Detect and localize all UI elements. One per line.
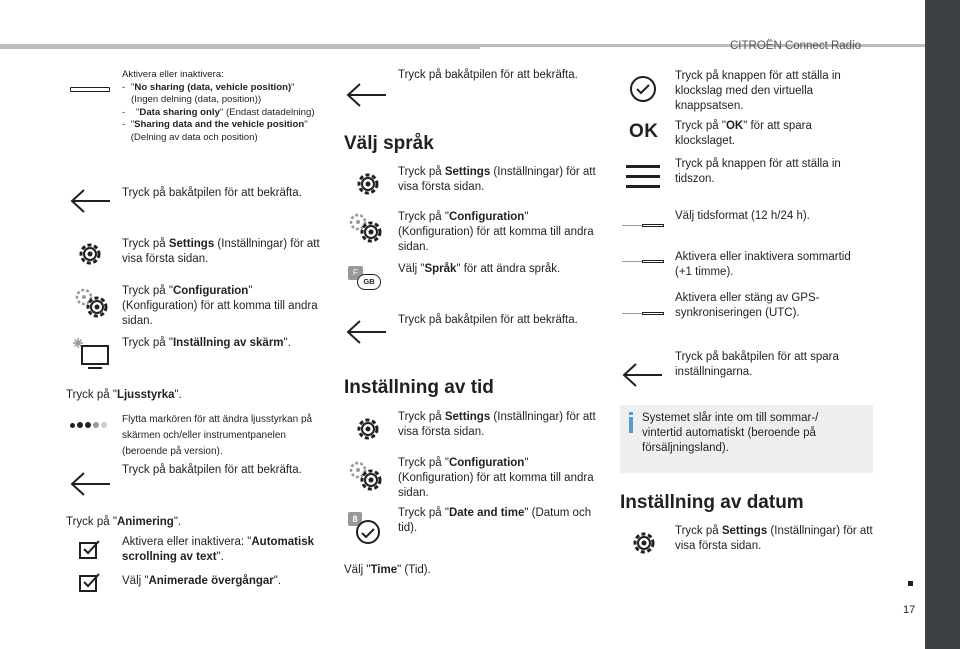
back-confirm-text-2: Tryck på bakåtpilen för att bekräfta. (122, 464, 302, 476)
ok-icon: OK (629, 121, 659, 142)
info-icon (629, 417, 633, 433)
back-arrow-icon (68, 471, 112, 497)
flag-f-badge: F (348, 266, 363, 280)
back-arrow-icon (620, 362, 664, 388)
back-arrow-icon (344, 82, 388, 108)
sharing-option-3: - "Sharing data and the vehicle position" (Delning av data och position) (122, 119, 308, 143)
summer-time-text: Aktivera eller inaktivera sommartid (+1 timme). (675, 251, 851, 278)
info-text: Systemet slår inte om till sommar-/ vintertid automatiskt (beroende på försäljningsland). (642, 412, 819, 454)
brightness-text: Tryck på "Ljusstyrka". (66, 389, 182, 401)
brand-title: CITROËN Connect Radio (730, 40, 862, 52)
back-arrow-icon (344, 319, 388, 345)
date-time-text: Tryck på "Date and time" (Datum och tid). (398, 507, 592, 534)
settings-text-1: Tryck på Settings (Inställningar) för att visa första sidan. (122, 238, 320, 265)
screen-brightness-icon (70, 336, 112, 370)
slider-instruction: Flytta markören för att ändra ljusstyrkan på skärmen och/eller instrumentpanelen (beroende på version). (122, 414, 313, 457)
toggle-bar-icon (70, 87, 110, 92)
date-badge: 8 (348, 512, 362, 526)
double-gear-icon (346, 458, 386, 494)
brightness-slider-icon (70, 421, 110, 429)
back-confirm-text-3: Tryck på bakåtpilen för att bekräfta. (398, 69, 578, 81)
animation-text: Tryck på "Animering". (66, 516, 182, 528)
sharing-option-1: - "No sharing (data, vehicle position)" (Ingen delning (data, position)) (122, 81, 295, 105)
double-gear-icon (346, 210, 386, 246)
timezone-text: Tryck på knappen för att ställa in tidszon. (675, 158, 841, 185)
time-choose-text: Välj "Time" (Tid). (344, 564, 431, 576)
heading-language: Välj språk (344, 133, 434, 154)
language-flag-icon (348, 266, 384, 292)
checkbox-icon (79, 572, 101, 592)
page-number: 17 (903, 604, 916, 616)
flag-gb-badge: GB (357, 274, 381, 290)
gear-icon (76, 240, 104, 268)
gear-icon (630, 529, 658, 557)
clock-set-text: Tryck på knappen för att ställa in klockslag med den virtuella knappsatsen. (675, 70, 841, 112)
check-circle-icon (628, 74, 658, 104)
toggle-line-icon (622, 224, 664, 228)
settings-text-4: Tryck på Settings (Inställningar) för att visa första sidan. (675, 525, 873, 552)
sharing-intro: Aktivera eller inaktivera: (122, 69, 224, 80)
configuration-text-2: Tryck på "Configuration" (Konfiguration) för att komma till andra sidan. (398, 211, 594, 253)
side-tab (925, 0, 960, 649)
heading-date: Inställning av datum (620, 492, 804, 513)
settings-text-3: Tryck på Settings (Inställningar) för att visa första sidan. (398, 411, 596, 438)
gear-icon (354, 415, 382, 443)
gear-icon (354, 170, 382, 198)
back-confirm-text-1: Tryck på bakåtpilen för att bekräfta. (122, 187, 302, 199)
checkbox-icon (79, 539, 101, 559)
language-choose-text: Välj "Språk" för att ändra språk. (398, 263, 561, 275)
menu-list-icon (626, 165, 660, 189)
back-confirm-text-4: Tryck på bakåtpilen för att bekräfta. (398, 314, 578, 326)
time-format-text: Välj tidsformat (12 h/24 h). (675, 210, 810, 222)
sharing-options (122, 69, 322, 144)
back-arrow-icon (68, 188, 112, 214)
save-back-text: Tryck på bakåtpilen för att spara inställningarna. (675, 351, 839, 378)
screen-setting-text: Tryck på "Inställning av skärm". (122, 337, 291, 349)
heading-time: Inställning av tid (344, 377, 494, 398)
clock-date-icon (346, 512, 384, 546)
settings-text-2: Tryck på Settings (Inställningar) för att visa första sidan. (398, 166, 596, 193)
toggle-line-icon (622, 260, 664, 264)
double-gear-icon (72, 285, 112, 321)
transitions-text: Välj "Animerade övergångar". (122, 575, 282, 587)
gps-sync-text: Aktivera eller stäng av GPS-synkroniseringen (UTC). (675, 292, 820, 319)
header-rule (0, 44, 480, 49)
toggle-line-icon (622, 312, 664, 316)
configuration-text-3: Tryck på "Configuration" (Konfiguration) för att komma till andra sidan. (398, 457, 594, 499)
autoscroll-text: Aktivera eller inaktivera: "Automatisk scrollning av text". (122, 536, 314, 563)
page-end-marker (908, 581, 913, 586)
configuration-text-1: Tryck på "Configuration" (Konfiguration) för att komma till andra sidan. (122, 285, 318, 327)
info-box (620, 405, 873, 473)
sharing-option-2: - "Data sharing only" (Endast datadelning) (122, 106, 315, 118)
ok-save-text: Tryck på "OK" för att spara klockslaget. (675, 120, 812, 147)
